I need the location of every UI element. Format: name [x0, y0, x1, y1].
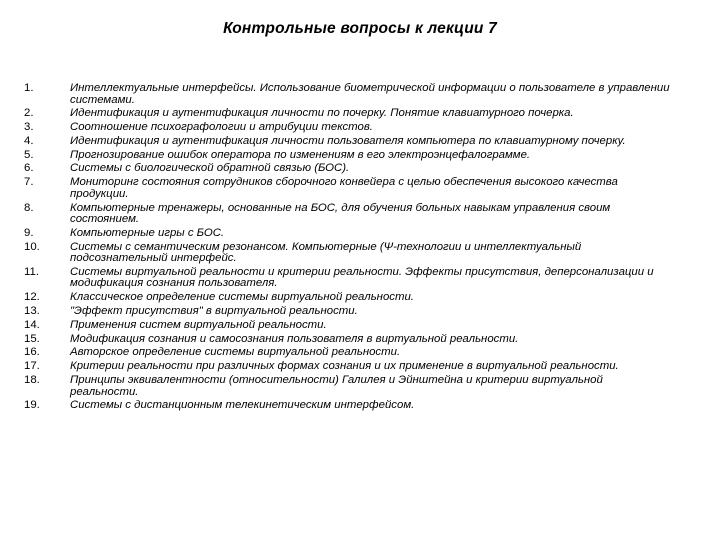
question-number: 17.: [24, 360, 40, 373]
question-text: Мониторинг состояния сотрудников сборочного конвейера с целью обеспечения высокого качества продукции.: [70, 176, 618, 200]
question-item: [24, 361, 674, 373]
question-number: 14.: [24, 318, 40, 331]
question-number: 1.: [24, 82, 34, 94]
question-number: 7.: [24, 176, 34, 189]
question-text: Авторское определение системы виртуальной реальности.: [70, 346, 401, 359]
question-number: 3.: [24, 121, 34, 134]
question-item: [24, 83, 674, 106]
question-number: 13.: [24, 305, 40, 318]
question-text: Системы с дистанционным телекинетическим интерфейсом.: [70, 399, 415, 412]
question-text: Принципы эквивалентности (относительности) Галилея и Эйнштейна и критерии виртуальной реальности.: [70, 374, 603, 398]
question-number: 2.: [24, 107, 34, 120]
question-number: 10.: [24, 240, 40, 253]
question-item: [24, 292, 674, 304]
question-item: [24, 242, 674, 265]
question-text: Интеллектуальные интерфейсы. Использование биометрической информации о пользователе в управлении системами.: [70, 82, 670, 106]
question-text: Идентификация и аутентификация личности пользователя компьютера по клавиатурному почерку.: [70, 134, 626, 147]
question-text: Системы с биологической обратной связью (БОС).: [70, 162, 350, 175]
question-number: 4.: [24, 134, 34, 147]
question-number: 9.: [24, 226, 34, 239]
question-number: 5.: [24, 148, 34, 161]
question-text: Компьютерные игры с БОС.: [70, 226, 225, 239]
question-item: [24, 163, 674, 175]
slide-title: Контрольные вопросы к лекции 7: [223, 20, 497, 37]
question-text: Модификация сознания и самосознания пользователя в виртуальной реальности.: [70, 332, 519, 345]
question-number: 18.: [24, 374, 40, 387]
question-number: 8.: [24, 201, 34, 214]
question-number: 11.: [24, 265, 39, 278]
question-item: [24, 267, 674, 290]
question-number: 16.: [24, 346, 40, 359]
question-item: [24, 347, 674, 359]
question-text: Критерии реальности при различных формах сознания и их применение в виртуальной реальности.: [70, 360, 619, 373]
question-text: Компьютерные тренажеры, основанные на БОС, для обучения больных навыкам управления своим состоянием.: [70, 201, 611, 226]
question-text: Системы с семантическим резонансом. Компьютерные (Ψ-технологии и интеллектуальный подсознательный интерфейс.: [70, 240, 582, 265]
question-list: [24, 83, 674, 414]
question-item: [24, 150, 674, 162]
question-item: [24, 400, 674, 412]
question-number: 15.: [24, 332, 40, 345]
question-item: [24, 108, 674, 120]
question-item: [24, 203, 674, 226]
question-number: 19.: [24, 399, 40, 412]
question-item: [24, 136, 674, 148]
question-item: [24, 375, 674, 398]
question-item: [24, 320, 674, 332]
question-text: "Эффект присутствия" в виртуальной реальности.: [70, 305, 358, 318]
question-item: [24, 334, 674, 346]
question-number: 6.: [24, 162, 34, 175]
question-text: Прогнозирование ошибок оператора по изменениям в его электроэнцефалограмме.: [70, 148, 531, 161]
question-item: [24, 306, 674, 318]
question-text: Идентификация и аутентификация личности по почерку. Понятие клавиатурного почерка.: [70, 107, 574, 120]
question-item: [24, 122, 674, 134]
question-text: Применения систем виртуальной реальности.: [70, 318, 327, 331]
question-text: Классическое определение системы виртуальной реальности.: [70, 291, 414, 304]
question-item: [24, 177, 674, 200]
question-text: Системы виртуальной реальности и критерии реальности. Эффекты присутствия, деперсонализации и модификация сознания пользователя.: [70, 265, 654, 290]
question-text: Соотношение психографологии и атрибуции текстов.: [70, 121, 373, 134]
question-item: [24, 228, 674, 240]
question-number: 12.: [24, 291, 40, 304]
